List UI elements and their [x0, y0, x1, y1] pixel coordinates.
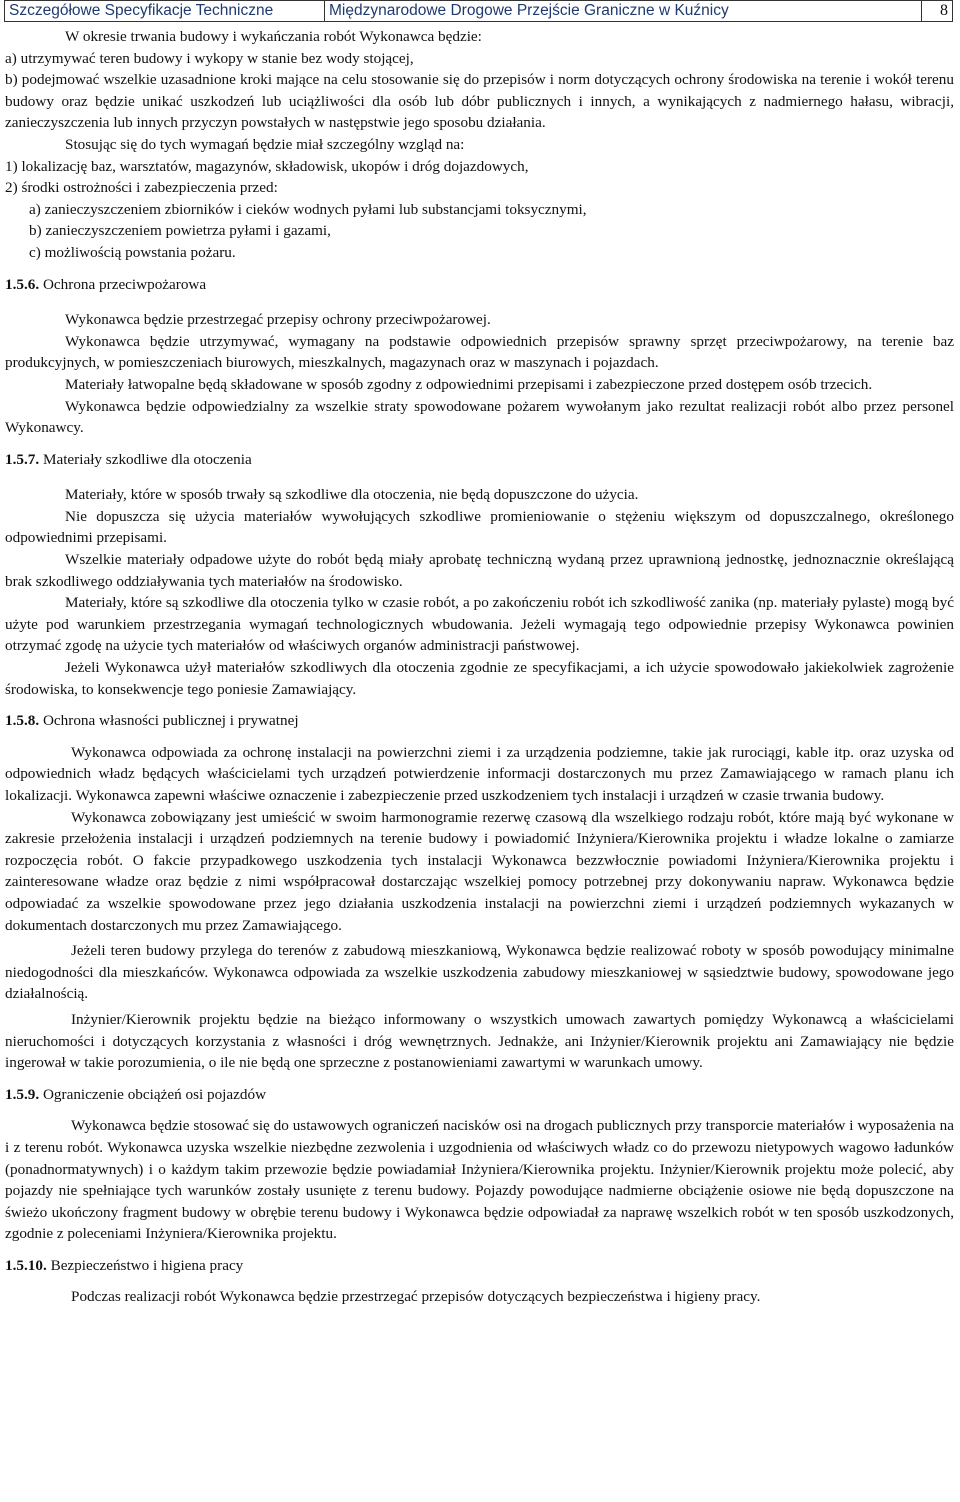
fire-paragraph: Wykonawca będzie przestrzegać przepisy ochrony przeciwpożarowej. [65, 311, 491, 329]
env-point-1: 1) lokalizację baz, warsztatów, magazynów, składowisk, ukopów i dróg dojazdowych, [5, 157, 529, 175]
page-header [4, 0, 953, 22]
harmful-paragraph: Materiały, które w sposób trwały są szkodliwe dla otoczenia, nie będą dopuszczone do użycia. [65, 486, 639, 504]
fire-paragraph: Wykonawca będzie utrzymywać, wymagany na podstawie odpowiednich przepisów sprawny sprzęt przeciwpożarowy, na terenie baz produkcyjnych, w pomieszczeniach biurowych, mieszkalnych, magazynach oraz w maszynach i pojazdach. [5, 332, 954, 372]
section-heading-property [5, 710, 954, 732]
section-title: Ochrona przeciwpożarowa [42, 275, 207, 293]
env-consider: Stosując się do tych wymagań będzie miał szczególny wzgląd na: [65, 135, 465, 153]
section-title: Materiały szkodliwe dla otoczenia [42, 450, 252, 468]
env-point-2a: a) zanieczyszczeniem zbiorników i cieków wodnych pyłami lub substancjami toksycznymi, [29, 200, 587, 218]
safety-paragraph: Podczas realizacji robót Wykonawca będzie przestrzegać przepisów dotyczących bezpieczeństwa i higieny pracy. [71, 1288, 761, 1306]
section-title: Bezpieczeństwo i higiena pracy [50, 1256, 244, 1274]
harmful-paragraph: Nie dopuszcza się użycia materiałów wywołujących szkodliwe promieniowanie o stężeniu większym od dopuszczalnego, określonego odpowiednimi przepisami. [5, 507, 954, 547]
section-number: 1.5.9. [5, 1085, 40, 1103]
property-paragraph: Wykonawca odpowiada za ochronę instalacji na powierzchni ziemi i za urządzenia podziemne, takie jak rurociągi, kable itp. oraz uzyska od odpowiednich władz będących właścicielami tych urządzeń potwierdzenie informacji dostarczonych mu przez Zamawiającego w ramach planu ich lokalizacji. Wykonawca zapewni właściwe oznaczenie i zabezpieczenie przed uszkodzeniem tych instalacji i urządzeń w czasie trwania budowy. [5, 743, 954, 804]
page-number: 8 [922, 1, 953, 22]
document-body [5, 22, 954, 1308]
section-title: Ograniczenie obciążeń osi pojazdów [42, 1085, 267, 1103]
section-number: 1.5.6. [5, 275, 40, 293]
property-paragraph: Inżynier/Kierownik projektu będzie na bieżąco informowany o wszystkich umowach zawartych pomiędzy Wykonawcą a właścicielami nieruchomości i dotyczących korzystania z własności i dróg wewnętrznych. Jednakże, ani Inżynier/Kierownik projektu ani Zamawiający nie będzie ingerował w takie porozumienia, o ile nie będą one sprzeczne z postanowieniami zawartymi w warunkach umowy. [5, 1010, 954, 1072]
project-name: Międzynarodowe Drogowe Przejście Graniczne w Kuźnicy [325, 1, 922, 22]
document-title: Szczegółowe Specyfikacje Techniczne [5, 1, 325, 22]
fire-paragraph: Materiały łatwopalne będą składowane w sposób zgodny z odpowiednimi przepisami i zabezpieczone przed dostępem osób trzecich. [65, 375, 873, 393]
axle-paragraph: Wykonawca będzie stosować się do ustawowych ograniczeń nacisków osi na drogach publicznych przy transporcie materiałów i wyposażenia na i z terenu robót. Wykonawca uzyska wszelkie niezbędne zezwolenia i uzgodnienia od właściwych władz co do przewozu nietypowych wagowo ładunków (ponadnormatywnych) i o każdym takim przewozie będzie powiadamiał Inżyniera/Kierownika projektu. Inżynier/Kierownik projektu może polecić, aby pojazdy nie spełniające tych warunków zostały usunięte z terenu budowy. Pojazdy powodujące nadmierne obciążenie osiowe nie będą dopuszczone na świeżo ukończony fragment budowy w obrębie terenu budowy i Wykonawca będzie odpowiadał za naprawę wszelkich robót w ten sposób uszkodzonych, zgodnie z poleceniami Inżyniera/Kierownika projektu. [5, 1117, 954, 1243]
env-intro: W okresie trwania budowy i wykańczania robót Wykonawca będzie: [65, 28, 482, 45]
section-heading-fire [5, 274, 954, 296]
section-heading-safety [5, 1255, 954, 1277]
harmful-paragraph: Wszelkie materiały odpadowe użyte do robót będą miały aprobatę techniczną wydaną przez uprawnioną jednostkę, jednoznacznie określającą brak szkodliwego oddziaływania tych materiałów na środowisko. [5, 551, 954, 590]
section-number: 1.5.10. [5, 1256, 47, 1274]
property-paragraph: Jeżeli teren budowy przylega do terenów z zabudową mieszkaniową, Wykonawca będzie realizować roboty w sposób powodujący minimalne niedogodności dla mieszkańców. Wykonawca odpowiada za wszelkie uszkodzenia zabudowy mieszkaniowej w sąsiedztwie budowy, spowodowane jego działalnością. [5, 942, 954, 1003]
fire-paragraph: Wykonawca będzie odpowiedzialny za wszelkie straty spowodowane pożarem wywołanym jako rezultat realizacji robót albo przez personel Wykonawcy. [5, 397, 954, 437]
env-item-b: b) podejmować wszelkie uzasadnione kroki mające na celu stosowanie się do przepisów i norm dotyczących ochrony środowiska na terenie i wokół terenu budowy oraz będzie unikać uszkodzeń lub uciążliwości dla osób lub dóbr publicznych i innych, a wynikających z nadmiernego hałasu, wibracji, zanieczyszczenia lub innych przyczyn powstałych w następstwie jego sposobu działania. [5, 71, 954, 132]
section-title: Ochrona własności publicznej i prywatnej [42, 712, 299, 730]
section-number: 1.5.7. [5, 450, 40, 468]
env-point-2c: c) możliwością powstania pożaru. [29, 243, 236, 261]
env-item-a: a) utrzymywać teren budowy i wykopy w stanie bez wody stojącej, [5, 49, 414, 67]
harmful-paragraph: Materiały, które są szkodliwe dla otoczenia tylko w czasie robót, a po zakończeniu robót ich szkodliwość zanika (np. materiały pylaste) mogą być użyte pod warunkiem przestrzegania wymagań technologicznych wbudowania. Jeżeli wymagają tego odpowiednie przepisy Wykonawca powinien otrzymać zgodę na użycie tych materiałów od właściwych organów administracji państwowej. [5, 594, 954, 655]
section-heading-harmful [5, 449, 954, 471]
property-paragraph: Wykonawca zobowiązany jest umieścić w swoim harmonogramie rezerwę czasową dla wszelkiego rodzaju robót, które mają być wykonane w zakresie przełożenia instalacji i urządzeń podziemnych na terenie budowy i powiadomić Inżyniera/Kierownika projektu i władze lokalne o zamiarze rozpoczęcia robót. O fakcie przypadkowego uszkodzenia tych instalacji Wykonawca bezzwłocznie powiadomi Inżyniera/Kierownika projektu i zainteresowane władze oraz będzie z nimi współpracował dostarczając wszelkiej pomocy potrzebnej przy dokonywaniu napraw. Wykonawca będzie odpowiadać za wszelkie spowodowane przez jego działania uszkodzenia instalacji na powierzchni ziemi i urządzeń podziemnych wykazanych w dokumentach dostarczonych mu przez Zamawiającego. [5, 808, 954, 934]
env-point-2b: b) zanieczyszczeniem powietrza pyłami i gazami, [29, 222, 331, 240]
harmful-paragraph: Jeżeli Wykonawca użył materiałów szkodliwych dla otoczenia zgodnie ze specyfikacjami, a ich użycie spowodowało jakiekolwiek zagrożenie środowiska, to konsekwencje tego poniesie Zamawiający. [5, 659, 954, 698]
section-heading-axle [5, 1084, 954, 1106]
env-point-2: 2) środki ostrożności i zabezpieczenia przed: [5, 179, 278, 197]
section-number: 1.5.8. [5, 712, 40, 730]
